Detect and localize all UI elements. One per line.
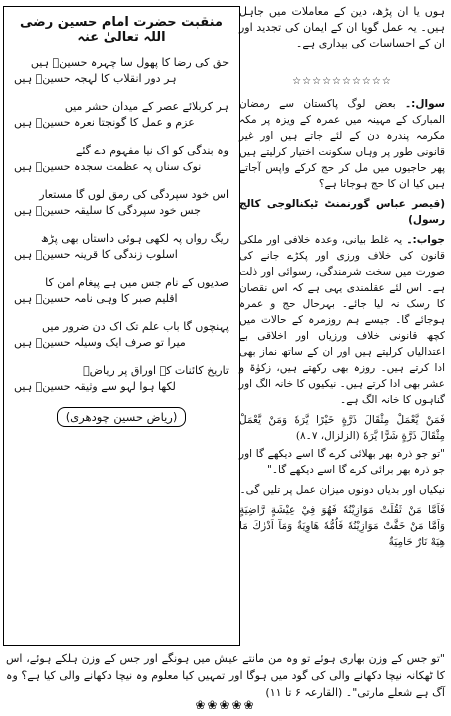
poet-name: (ریاض حسین چودھری) [57, 407, 187, 427]
bottom-translation: "تو جس کے وزن بھاری ہوئے تو وہ من مانتے عیش میں ہونگے اور جس کے وزن ہلکے ہوئے، اس کا ٹھکانہ نیچا دکھانے والی کی گود میں ہوگا اور تمہیں کیا معلوم وہ نیچا دکھانے والی کیا ہے؟ وہ آگ ہے شعلے مارتی"۔ (القارعہ ۶ تا ۱۱) [6, 652, 445, 699]
ayah-qaria: فَاَمَّا مَنْ ثَقُلَتْ مَوَازِيْنُهٗ فَهُوَ فِيْ عِيْشَةٍ رَّاضِيَةٍ وَاَمَّا مَنْ خَفَّتْ مَوَازِيْنُهٗ فَاُمُّهٗ هَاوِيَةٌ وَمَآ اَدْرٰكَ مَا هِيَهْ نَارٌ حَامِيَةٌ [239, 504, 445, 548]
stanza [14, 231, 229, 263]
top-text: ہوں یا ان پڑھ، دین کے معاملات میں جاہل ہیں۔ یہ عمل گویا ان کے ایمان کی تجدید اور ان کے احساسات کی بیداری ہے۔ [239, 5, 445, 50]
scale-line: نیکیاں اور بدیاں دونوں میزان عمل پر تلیں گی۔ [239, 484, 445, 496]
ayah-translation: "تو جو ذرہ بھر بھلائی کرے گا اسے دیکھے گا اور جو ذرہ بھر برائی کرے گا اسے دیکھے گا۔" [239, 448, 445, 476]
answer-label: جواب:۔ [406, 234, 445, 246]
stanza [14, 363, 229, 395]
stanza [14, 55, 229, 87]
stanza [14, 275, 229, 307]
ayah-zilzal [239, 412, 445, 444]
verse-line: ہر دور انقلاب کا لہجہ حسینؓ ہیں [14, 72, 177, 85]
stanza [14, 143, 229, 175]
question [239, 96, 445, 192]
ayah-text: فَمَنْ يَّعْمَلْ مِثْقَالَ ذَرَّةٍ خَيْرًا يَّرَهٗ وَمَنْ يَّعْمَلْ مِثْقَالَ ذَرَّةٍ شَرًّا يَّرَهٗ [239, 414, 445, 442]
poet-signature [14, 407, 229, 427]
verse-line: پہنچوں گا باب علم تک اک دن ضرور میں [42, 320, 229, 333]
verse-line: اس خود سپردگی کی رمق لوں گا مستعار [39, 188, 229, 201]
verse-line: حق کی رضا کا پھول سا چہرہ حسینؓ ہیں [30, 56, 229, 69]
verse-line: تاریخ کائنات کے اوراق پر ریاضؔ [83, 364, 229, 377]
asker: (قیصر عباس گورنمنٹ ٹیکنالوجی کالج رسول) [239, 198, 445, 226]
flower-ornament: ❀❀❀❀❀ [195, 698, 256, 712]
verse-line: اقلیم صبر کا وہی نامہ حسینؓ ہیں [14, 292, 178, 305]
question-label: سوال:۔ [405, 98, 445, 110]
verse-line: ہر کربلائے عصر کے میدان حشر میں [64, 100, 229, 113]
answer-text: یہ غلط بیانی، وعدہ خلافی اور ملکی قانون کی خلاف ورزی اور پکڑے جانے کی صورت میں سخت شرمندگی، رسوائی اور ذلت ہے۔ اس لئے عقلمندی یہی ہے کہ اس نقصان کا رسک نہ لیا جائے۔ بہرحال حج و عمرہ ہوجائے گا۔ جیسے ہم روزمرہ کے حالات میں کچھ قانونی خلاف ورزیاں اور اخلاقی بے اعتدالیاں کرلیتے ہیں اور ان کے ساتھ نماز بھی ادا کرتے ہیں۔ روزہ بھی رکھتے ہیں، زکوٰۃ و عشر بھی ادا کرتے ہیں۔ نیکیوں کا خانہ الگ اور گناہوں کا خانہ الگ ہے۔ [239, 234, 445, 406]
stars-divider: ☆☆☆☆☆☆☆☆☆☆ [292, 76, 392, 87]
article-column [239, 70, 445, 552]
verse-line: جس خود سپردگی کا سلیقہ حسینؓ ہیں [14, 204, 201, 217]
verse-line: صدیوں کے نام جس میں ہے پیغام امن کا [45, 276, 229, 289]
ayah-ref: (الزلزال، ۷۔۸) [295, 430, 360, 442]
verse-line: لکھا ہوا لہو سے وثیقہ حسینؓ ہیں [14, 380, 176, 393]
verse-line: عزم و عمل کا گونجتا نعرہ حسینؓ ہیں [14, 116, 195, 129]
verse-line: نوک سناں پہ عظمت سجدہ حسینؓ ہیں [14, 160, 202, 173]
poem-box [3, 6, 240, 646]
poem-title: منقبت حضرت امام حسین رضی اللہ تعالیٰ عنہ [20, 15, 223, 45]
verse-line: وہ بندگی کو اک نیا مفہوم دے گئے [75, 144, 229, 157]
verse-line: میرا تو صرف ایک وسیلہ حسینؓ ہیں [14, 336, 186, 349]
stanza [14, 99, 229, 131]
verse-line: اسلوب زندگی کا قرینہ حسینؓ ہیں [14, 248, 178, 261]
verse-line: ریگ رواں پہ لکھی ہوئی داستاں بھی پڑھ [40, 232, 229, 245]
answer [239, 232, 445, 408]
question-text: بعض لوگ پاکستان سے رمضان المبارک کے مہینہ میں عمرہ کے ویزہ پر مکہ مکرمہ پندرہ دن کے لئے جاتے ہیں اور غیر قانونی طور پر وہاں سکونت اختیار کرلیتے ہیں پھر حاجیوں میں مل کر حج کرکے واپس آجاتے ہیں کیا ان کا حج ہوجاتا ہے؟ [239, 98, 445, 190]
stanza [14, 187, 229, 219]
stanza [14, 319, 229, 351]
